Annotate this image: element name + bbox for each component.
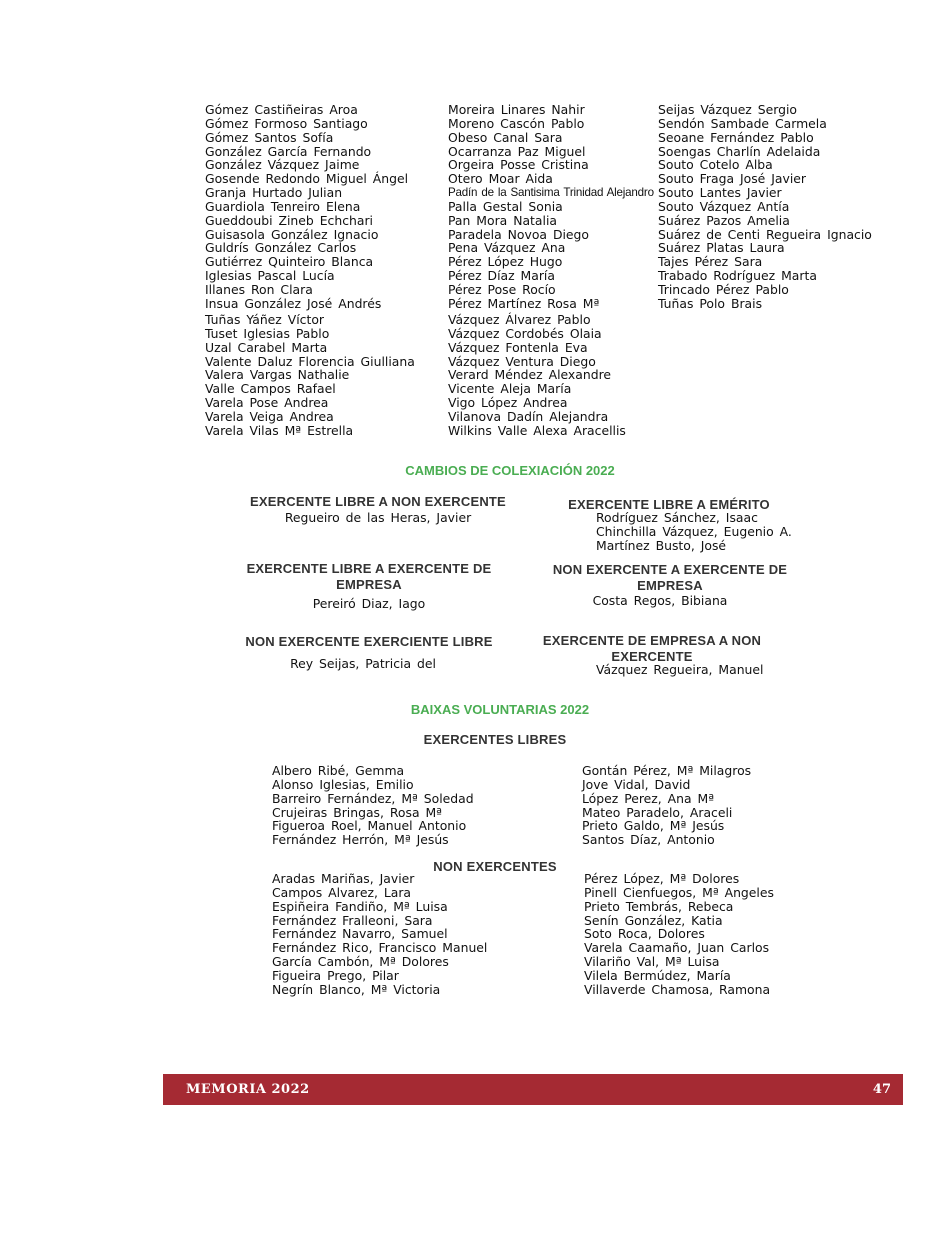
member-name: Palla Gestal Sonia [448, 198, 563, 214]
member-name: Valente Daluz Florencia Giulliana [205, 353, 415, 369]
change-name: Rey Seijas, Patricia del [290, 656, 436, 671]
withdrawal-name: Prieto Tembrás, Rebeca [584, 898, 734, 914]
withdrawal-name: Fernández Navarro, Samuel [272, 926, 448, 942]
member-name: Varela Pose Andrea [205, 395, 329, 411]
change-name: Vázquez Regueira, Manuel [596, 662, 764, 677]
member-list-column-1 [205, 103, 408, 311]
member-name: González Vázquez Jaime [205, 157, 360, 173]
member-name: Trincado Pérez Pablo [658, 281, 789, 297]
member-name: Orgeira Posse Cristina [448, 157, 589, 173]
change-name: Costa Regos, Bibiana [592, 593, 728, 608]
heading-line: EMPRESA [637, 578, 703, 593]
member-name: Granja Hurtado Julian [205, 185, 343, 201]
member-name: Valera Vargas Nathalie [205, 367, 350, 383]
page-number: 47 [872, 1082, 891, 1097]
withdrawal-name: Campos Alvarez, Lara [272, 884, 412, 900]
member-name: Varela Veiga Andrea [205, 408, 334, 424]
member-name: Varela Vilas Mª Estrella [205, 422, 354, 438]
withdrawal-name: Fernández Fralleoni, Sara [272, 912, 433, 928]
withdrawals-libres-heading: EXERCENTES LIBRES [423, 732, 567, 747]
change-name: Chinchilla Vázquez, Eugenio A. [596, 524, 792, 539]
member-name: Vázquez Fontenla Eva [448, 339, 588, 355]
member-name: Guldrís González Carlos [205, 240, 357, 256]
withdrawal-name: Gontán Pérez, Mª Milagros [582, 763, 752, 778]
member-name: Souto Fraga José Javier [658, 171, 806, 187]
member-name: Sendón Sambade Carmela [658, 115, 827, 131]
withdrawal-name: Senín González, Katia [584, 912, 723, 928]
member-name: Wilkins Valle Alexa Aracellis [448, 422, 626, 438]
member-name: Pena Vázquez Ana [448, 240, 566, 256]
member-name: Guisasola González Ignacio [205, 226, 379, 242]
withdrawal-name: Vilariño Val, Mª Luisa [584, 954, 720, 970]
withdrawal-name: Soto Roca, Dolores [584, 926, 705, 942]
withdrawal-name: López Perez, Ana Mª [582, 790, 715, 806]
member-name: Gutiérrez Quinteiro Blanca [205, 254, 374, 270]
withdrawal-name: Alonso Iglesias, Emilio [272, 776, 414, 792]
member-name: Seoane Fernández Pablo [658, 129, 814, 145]
change-name: Martínez Busto, José [596, 538, 727, 553]
member-name: Vázquez Álvarez Pablo [448, 312, 591, 327]
withdrawal-name: Barreiro Fernández, Mª Soledad [272, 790, 474, 806]
withdrawal-name: García Cambón, Mª Dolores [272, 954, 449, 970]
member-name: Souto Lantes Javier [658, 185, 782, 201]
change-heading-non-empresa [540, 562, 800, 594]
change-heading-libre-empresa [228, 561, 510, 593]
withdrawal-name: Pérez López, Mª Dolores [584, 871, 740, 886]
member-name: Insua González José Andrés [205, 295, 382, 311]
member-name: Suárez de Centi Regueira Ignacio [658, 226, 872, 242]
member-name: Gosende Redondo Miguel Ángel [205, 171, 409, 187]
withdrawals-non-heading: NON EXERCENTES [433, 859, 557, 874]
withdrawal-name: Jove Vidal, David [582, 776, 691, 792]
withdrawals-libres-left-list [272, 764, 474, 847]
change-heading-non-libre: NON EXERCENTE EXERCIENTE LIBRE [245, 634, 493, 649]
heading-line: EXERCENTE [611, 649, 693, 664]
change-heading-libre-non: EXERCENTE LIBRE A NON EXERCENTE [250, 494, 506, 509]
member-name: Tuñas Yáñez Víctor [205, 312, 325, 327]
member-name: Paradela Novoa Diego [448, 226, 590, 242]
withdrawal-name: Prieto Galdo, Mª Jesús [582, 818, 725, 834]
member-name: Gómez Formoso Santiago [205, 115, 368, 131]
member-list-column-2-continued [448, 313, 626, 438]
change-heading-empresa-non [527, 633, 777, 665]
member-name: Soengas Charlín Adelaida [658, 143, 821, 159]
heading-line: EMPRESA [336, 577, 402, 592]
withdrawal-name: Aradas Mariñas, Javier [272, 871, 415, 886]
member-name: Illanes Ron Clara [205, 281, 313, 297]
member-name: Uzal Carabel Marta [205, 339, 328, 355]
member-name: Vázquez Cordobés Olaia [448, 325, 602, 341]
withdrawal-name: Villaverde Chamosa, Ramona [584, 981, 771, 997]
withdrawal-name: Espiñeira Fandiño, Mª Luisa [272, 898, 448, 914]
member-name: Otero Moar Aida [448, 171, 553, 187]
member-list-column-2 [448, 103, 654, 311]
change-heading-libre-emerito: EXERCENTE LIBRE A EMÉRITO [568, 497, 770, 512]
withdrawal-name: Figueira Prego, Pilar [272, 967, 399, 983]
withdrawals-section-title: BAIXAS VOLUNTARIAS 2022 [410, 702, 590, 717]
member-name: Souto Vázquez Antía [658, 198, 790, 214]
member-name: Padín de la Santisima Trinidad Alejandro [448, 186, 654, 200]
member-list-column-1-continued [205, 313, 415, 438]
member-name: Ocarranza Paz Miguel [448, 143, 586, 159]
withdrawal-name: Albero Ribé, Gemma [272, 763, 405, 778]
member-list-column-3 [658, 103, 872, 311]
footer-bar [163, 1074, 903, 1105]
member-name: Trabado Rodríguez Marta [658, 268, 817, 284]
change-name: Rodríguez Sánchez, Isaac [596, 510, 758, 525]
withdrawal-name: Vilela Bermúdez, María [584, 967, 731, 983]
withdrawal-name: Crujeiras Bringas, Rosa Mª [272, 804, 443, 820]
withdrawals-non-right-list [584, 872, 774, 997]
member-name: Pérez Martínez Rosa Mª [448, 295, 600, 311]
change-name: Pereiró Diaz, Iago [312, 596, 426, 611]
member-name: Tajes Pérez Sara [658, 254, 763, 270]
member-name: Moreira Linares Nahir [448, 102, 585, 117]
withdrawal-name: Mateo Paradelo, Araceli [582, 804, 733, 820]
member-name: Gómez Castiñeiras Aroa [205, 102, 358, 117]
withdrawal-name: Pinell Cienfuegos, Mª Angeles [584, 884, 774, 900]
heading-line: NON EXERCENTE A EXERCENTE DE [552, 562, 788, 577]
member-name: Verard Méndez Alexandre [448, 367, 612, 383]
changes-section-title: CAMBIOS DE COLEXIACIÓN 2022 [405, 463, 615, 478]
withdrawal-name: Santos Díaz, Antonio [582, 832, 715, 848]
footer-title: MEMORIA 2022 [186, 1082, 310, 1097]
member-name: Vázquez Ventura Diego [448, 353, 596, 369]
member-name: Pan Mora Natalia [448, 212, 557, 228]
member-name: Pérez Díaz María [448, 268, 555, 284]
withdrawal-name: Fernández Rico, Francisco Manuel [272, 940, 488, 956]
heading-line: EXERCENTE LIBRE A EXERCENTE DE [246, 561, 492, 576]
member-name: Vigo López Andrea [448, 395, 568, 411]
member-name: Gueddoubi Zineb Echchari [205, 212, 373, 228]
member-name: Pérez López Hugo [448, 254, 563, 270]
member-name: Iglesias Pascal Lucía [205, 268, 335, 284]
withdrawals-non-left-list [272, 872, 487, 997]
withdrawal-name: Figueroa Roel, Manuel Antonio [272, 818, 467, 834]
member-name: Valle Campos Rafael [205, 381, 336, 397]
member-name: Suárez Platas Laura [658, 240, 785, 256]
member-name: Tuset Iglesias Pablo [205, 325, 330, 341]
member-name: Suárez Pazos Amelia [658, 212, 790, 228]
member-name: Seijas Vázquez Sergio [658, 102, 798, 117]
member-name: Gómez Santos Sofía [205, 129, 334, 145]
member-name: Vicente Aleja María [448, 381, 572, 397]
member-name: Souto Cotelo Alba [658, 157, 773, 173]
member-name: González García Fernando [205, 143, 372, 159]
withdrawal-name: Varela Caamaño, Juan Carlos [584, 940, 770, 956]
member-name: Tuñas Polo Brais [658, 295, 763, 311]
withdrawal-name: Fernández Herrón, Mª Jesús [272, 832, 449, 848]
member-name: Obeso Canal Sara [448, 129, 563, 145]
withdrawal-name: Negrín Blanco, Mª Victoria [272, 981, 441, 997]
heading-line: EXERCENTE DE EMPRESA A NON [542, 633, 762, 648]
member-name: Pérez Pose Rocío [448, 281, 556, 297]
member-name: Moreno Cascón Pablo [448, 115, 585, 131]
change-name: Regueiro de las Heras, Javier [284, 510, 472, 525]
member-name: Vilanova Dadín Alejandra [448, 408, 609, 424]
withdrawals-libres-right-list [582, 764, 751, 847]
member-name: Guardiola Tenreiro Elena [205, 198, 361, 214]
